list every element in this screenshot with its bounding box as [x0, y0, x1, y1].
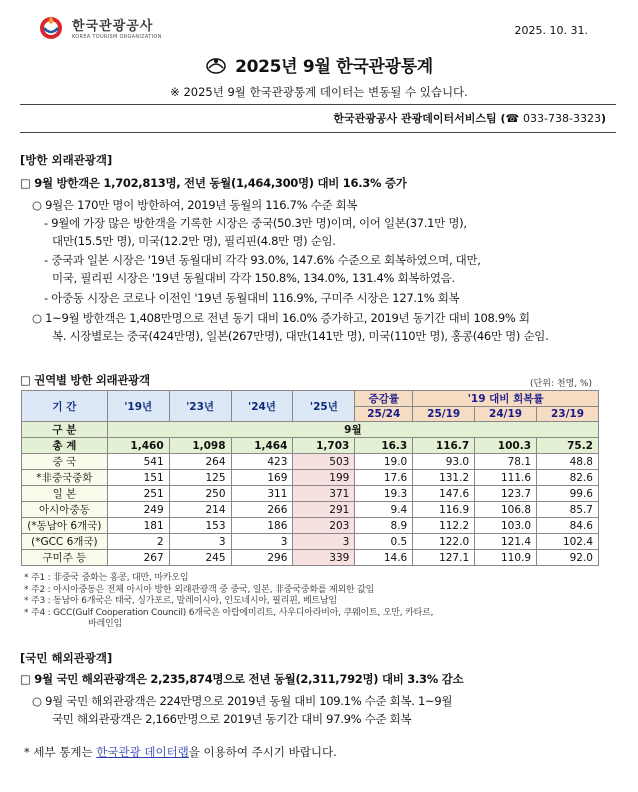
- table-row: [22, 454, 599, 470]
- table-cell: 203: [293, 518, 355, 534]
- row-label: (*동남아 6개국): [22, 518, 108, 534]
- table-cell: 267: [107, 550, 169, 566]
- row-label: 중 국: [22, 454, 108, 470]
- note-2: * 주2 : 아시아중동은 전체 아시아 방한 외래관광객 중 중국, 일본, 非중국중화를 제외한 값임: [24, 584, 375, 595]
- table-cell: 110.9: [475, 550, 537, 566]
- inbound-bullet-1: ○ 9월은 170만 명이 방한하여, 2019년 동월의 116.7% 수준 회복: [32, 198, 358, 212]
- table-cell: 100.3: [475, 438, 537, 454]
- table-cell: 112.2: [413, 518, 475, 534]
- table-row: [22, 502, 599, 518]
- report-date: 2025. 10. 31.: [514, 24, 588, 37]
- table-cell: 92.0: [537, 550, 599, 566]
- table-cell: 181: [107, 518, 169, 534]
- table-row: [22, 438, 599, 454]
- inbound-dash-3: - 아중동 시장은 코로나 이전인 '19년 동월대비 116.9%, 구미주 시장은 127.1% 회복: [44, 291, 460, 305]
- table-cell: 199: [293, 470, 355, 486]
- note-3: * 주3 : 동남아 6개국은 태국, 싱가포르, 말레이시아, 인도네시아, 필리핀, 베트남임: [24, 596, 337, 606]
- table-cell: 339: [293, 550, 355, 566]
- table-cell: 75.2: [537, 438, 599, 454]
- inbound-dash-1a: - 9월에 가장 많은 방한객을 기록한 시장은 중국(50.3만 명)이며, 이어 일본(37.1만 명),: [44, 216, 467, 230]
- gubun-label: 구 분: [22, 422, 108, 438]
- table-cell: 93.0: [413, 454, 475, 470]
- outbound-section-title: [국민 해외관광객]: [20, 651, 113, 665]
- table-cell: 169: [231, 470, 293, 486]
- note-4: * 주4 : GCC(Gulf Cooperation Council) 6개국은 아랍에미리트, 사우디아라비아, 쿠웨이트, 오만, 카타르,: [24, 607, 434, 618]
- table-cell: 186: [231, 518, 293, 534]
- table-cell: 245: [169, 550, 231, 566]
- table-cell: 17.6: [355, 470, 413, 486]
- table-cell: 264: [169, 454, 231, 470]
- table-cell: 2: [107, 534, 169, 550]
- row-label: 구미주 등: [22, 550, 108, 566]
- table-cell: 266: [231, 502, 293, 518]
- org-name-en: KOREA TOURISM ORGANIZATION: [72, 33, 162, 40]
- divider: [20, 132, 616, 133]
- table-cell: 121.4: [475, 534, 537, 550]
- table-cell: 296: [231, 550, 293, 566]
- inbound-bullet-2a: ○ 1~9월 방한객은 1,408만명으로 전년 동기 대비 16.0% 증가하고, 2019년 동기간 대비 108.9% 회: [32, 311, 530, 325]
- inbound-section-title: [방한 외래관광객]: [20, 153, 113, 167]
- note-4-cont: 바레인임: [88, 619, 122, 629]
- seal-icon: [205, 56, 227, 74]
- table-cell: 102.4: [537, 534, 599, 550]
- divider: [20, 104, 616, 105]
- table-cell: 131.2: [413, 470, 475, 486]
- row-label: 총 계: [22, 438, 108, 454]
- regional-visitors-table: [21, 390, 599, 566]
- table-cell: 103.0: [475, 518, 537, 534]
- outbound-bullet-a: ○ 9월 국민 해외관광객은 224만명으로 2019년 동월 대비 109.1% 수준 회복. 1~9월: [32, 694, 453, 708]
- table-cell: 84.6: [537, 518, 599, 534]
- table-cell: 147.6: [413, 486, 475, 502]
- page-subtitle: ※ 2025년 9월 한국관광통계 데이터는 변동될 수 있습니다.: [170, 85, 468, 99]
- table-heading: □ 권역별 방한 외래관광객: [20, 373, 150, 387]
- table-cell: 122.0: [413, 534, 475, 550]
- table-cell: 311: [231, 486, 293, 502]
- table-cell: 78.1: [475, 454, 537, 470]
- table-row: [22, 534, 599, 550]
- table-cell: 1,098: [169, 438, 231, 454]
- table-row: [22, 518, 599, 534]
- table-cell: 123.7: [475, 486, 537, 502]
- table-cell: 106.8: [475, 502, 537, 518]
- table-cell: 125: [169, 470, 231, 486]
- table-cell: 371: [293, 486, 355, 502]
- recovery-subheader: 24/19: [475, 407, 537, 422]
- year-header: '19년: [107, 391, 169, 422]
- outbound-headline: □ 9월 국민 해외관광객은 2,235,874명으로 전년 동월(2,311,792명) 대비 3.3% 감소: [20, 672, 464, 686]
- recovery-header: '19 대비 회복률: [413, 391, 599, 407]
- table-cell: 9.4: [355, 502, 413, 518]
- year-header: '23년: [169, 391, 231, 422]
- table-cell: 85.7: [537, 502, 599, 518]
- table-cell: 250: [169, 486, 231, 502]
- phone-icon: ☎: [505, 112, 520, 125]
- table-row: [22, 550, 599, 566]
- footer-note: [24, 744, 337, 760]
- recovery-subheader: 23/19: [537, 407, 599, 422]
- org-name: 한국관광공사: [72, 18, 154, 34]
- inbound-bullet-2b: 복. 시장별로는 중국(424만명), 일본(267만명), 대만(141만 명), 미국(110만 명), 홍콩(46만 명) 순임.: [52, 329, 549, 343]
- team-contact: 한국관광공사 관광데이터서비스팀 (☎ 033-738-3323): [333, 112, 606, 125]
- table-cell: 127.1: [413, 550, 475, 566]
- table-unit: (단위: 천명, %): [530, 379, 592, 389]
- recovery-subheader: 25/19: [413, 407, 475, 422]
- table-cell: 153: [169, 518, 231, 534]
- table-cell: 48.8: [537, 454, 599, 470]
- table-cell: 291: [293, 502, 355, 518]
- inbound-dash-1b: 대만(15.5만 명), 미국(12.2만 명), 필리핀(4.8만 명) 순임.: [52, 234, 336, 248]
- inbound-dash-2a: - 중국과 일본 시장은 '19년 동월대비 각각 93.0%, 147.6% 수준으로 회복하였으며, 대만,: [44, 253, 481, 267]
- table-cell: 99.6: [537, 486, 599, 502]
- table-cell: 14.6: [355, 550, 413, 566]
- table-cell: 3: [169, 534, 231, 550]
- table-cell: 251: [107, 486, 169, 502]
- row-label: 일 본: [22, 486, 108, 502]
- month-label: 9월: [107, 422, 598, 438]
- table-cell: 116.9: [413, 502, 475, 518]
- outbound-bullet-b: 국민 해외관광객은 2,166만명으로 2019년 동기간 대비 97.9% 수준 회복: [52, 712, 412, 726]
- table-notes: [24, 573, 433, 631]
- table-cell: 214: [169, 502, 231, 518]
- team-name: 한국관광공사 관광데이터서비스팀: [333, 112, 497, 125]
- table-cell: 423: [231, 454, 293, 470]
- table-cell: 1,460: [107, 438, 169, 454]
- year-header: '24년: [231, 391, 293, 422]
- row-label: *非중국중화: [22, 470, 108, 486]
- table-cell: 3: [231, 534, 293, 550]
- table-cell: 111.6: [475, 470, 537, 486]
- inbound-headline: □ 9월 방한객은 1,702,813명, 전년 동월(1,464,300명) 대비 16.3% 증가: [20, 176, 407, 190]
- table-cell: 249: [107, 502, 169, 518]
- kto-emblem-icon: [36, 12, 66, 42]
- table-cell: 541: [107, 454, 169, 470]
- page-title: 2025년 9월 한국관광통계: [235, 57, 433, 77]
- inbound-dash-2b: 미국, 필리핀 시장은 '19년 동월대비 각각 150.8%, 134.0%, 131.4% 회복하였음.: [52, 271, 455, 285]
- footer-suffix: 을 이용하여 주시기 바랍니다.: [188, 745, 337, 759]
- table-cell: 3: [293, 534, 355, 550]
- table-cell: 16.3: [355, 438, 413, 454]
- table-cell: 503: [293, 454, 355, 470]
- change-subheader: 25/24: [355, 407, 413, 422]
- year-header: '25년: [293, 391, 355, 422]
- table-cell: 8.9: [355, 518, 413, 534]
- datalab-link[interactable]: 한국관광 데이터랩: [96, 745, 189, 759]
- table-cell: 0.5: [355, 534, 413, 550]
- table-cell: 82.6: [537, 470, 599, 486]
- table-cell: 151: [107, 470, 169, 486]
- table-cell: 1,703: [293, 438, 355, 454]
- col-period-header: 기 간: [22, 391, 108, 422]
- row-label: (*GCC 6개국): [22, 534, 108, 550]
- table-row: [22, 470, 599, 486]
- table-row: [22, 486, 599, 502]
- team-phone: 033-738-3323: [523, 112, 601, 125]
- table-cell: 19.3: [355, 486, 413, 502]
- table-cell: 19.0: [355, 454, 413, 470]
- row-label: 아시아중동: [22, 502, 108, 518]
- org-logo: [36, 12, 162, 42]
- change-header: 증감률: [355, 391, 413, 407]
- table-cell: 1,464: [231, 438, 293, 454]
- note-1: * 주1 : 非중국 중화는 홍콩, 대만, 마카오임: [24, 573, 189, 583]
- footer-prefix: * 세부 통계는: [24, 745, 97, 759]
- table-cell: 116.7: [413, 438, 475, 454]
